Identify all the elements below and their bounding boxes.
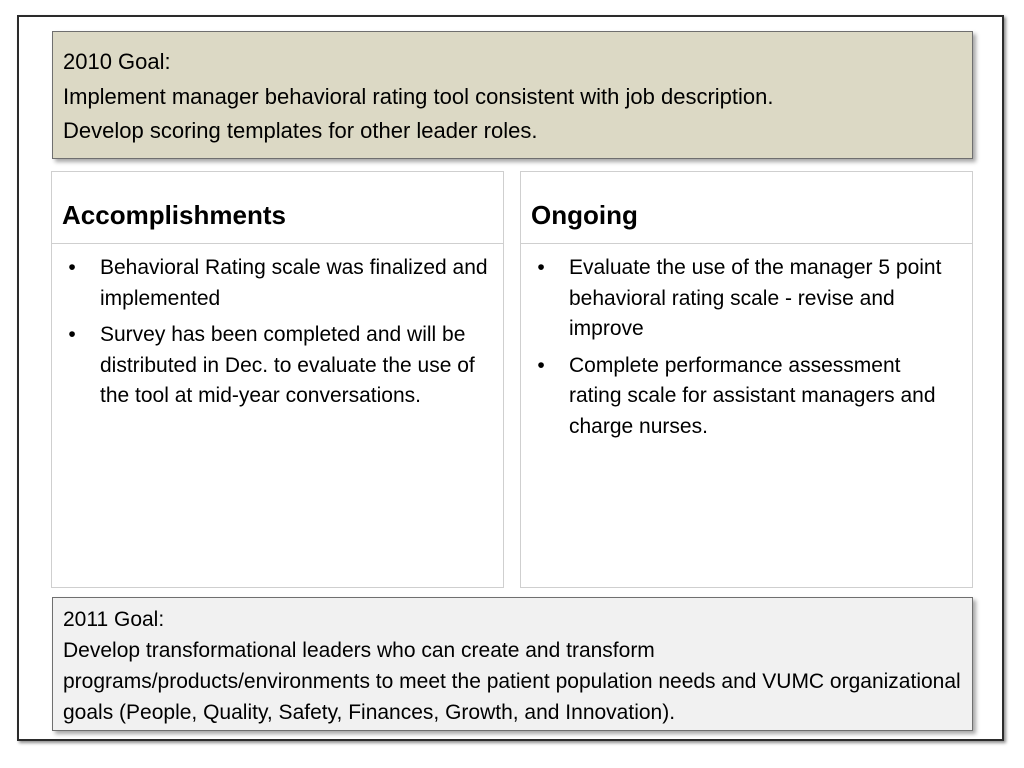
list-item-text: Behavioral Rating scale was finalized and implemented xyxy=(100,256,488,310)
goal-2010-box xyxy=(52,31,973,159)
goal-2010-heading: 2010 Goal: xyxy=(63,49,171,74)
goal-2010-line-1: Implement manager behavioral rating tool consistent with job description. xyxy=(63,83,774,109)
list-item xyxy=(68,320,489,412)
bullet-icon: • xyxy=(537,256,545,279)
ongoing-list xyxy=(521,244,972,442)
goal-2011-box xyxy=(52,597,973,731)
goal-2011-text: Develop transformational leaders who can create and transform programs/products/environments to meet the patient population needs and VUMC organizational goals (People, Quality, Safety, Finances, Growth, and Innovation). xyxy=(63,639,961,724)
accomplishments-list xyxy=(52,244,503,412)
goal-2010-line-2: Develop scoring templates for other leader roles. xyxy=(63,118,538,143)
ongoing-panel xyxy=(520,171,973,588)
list-item-text: Evaluate the use of the manager 5 point behavioral rating scale - revise and improve xyxy=(569,256,942,340)
bullet-icon: • xyxy=(537,353,545,377)
list-item-text: Survey has been completed and will be distributed in Dec. to evaluate the use of the tool at mid-year conversations. xyxy=(100,323,475,407)
ongoing-title: Ongoing xyxy=(521,172,972,244)
list-item xyxy=(68,253,489,314)
goal-2011-heading: 2011 Goal: xyxy=(63,608,165,631)
bullet-icon: • xyxy=(68,323,76,346)
list-item xyxy=(537,351,958,443)
list-item-text: Complete performance assessment rating scale for assistant managers and charge nurses. xyxy=(569,353,936,438)
accomplishments-title: Accomplishments xyxy=(52,172,503,244)
bullet-icon: • xyxy=(68,256,76,279)
accomplishments-panel xyxy=(51,171,504,588)
list-item xyxy=(537,253,958,345)
